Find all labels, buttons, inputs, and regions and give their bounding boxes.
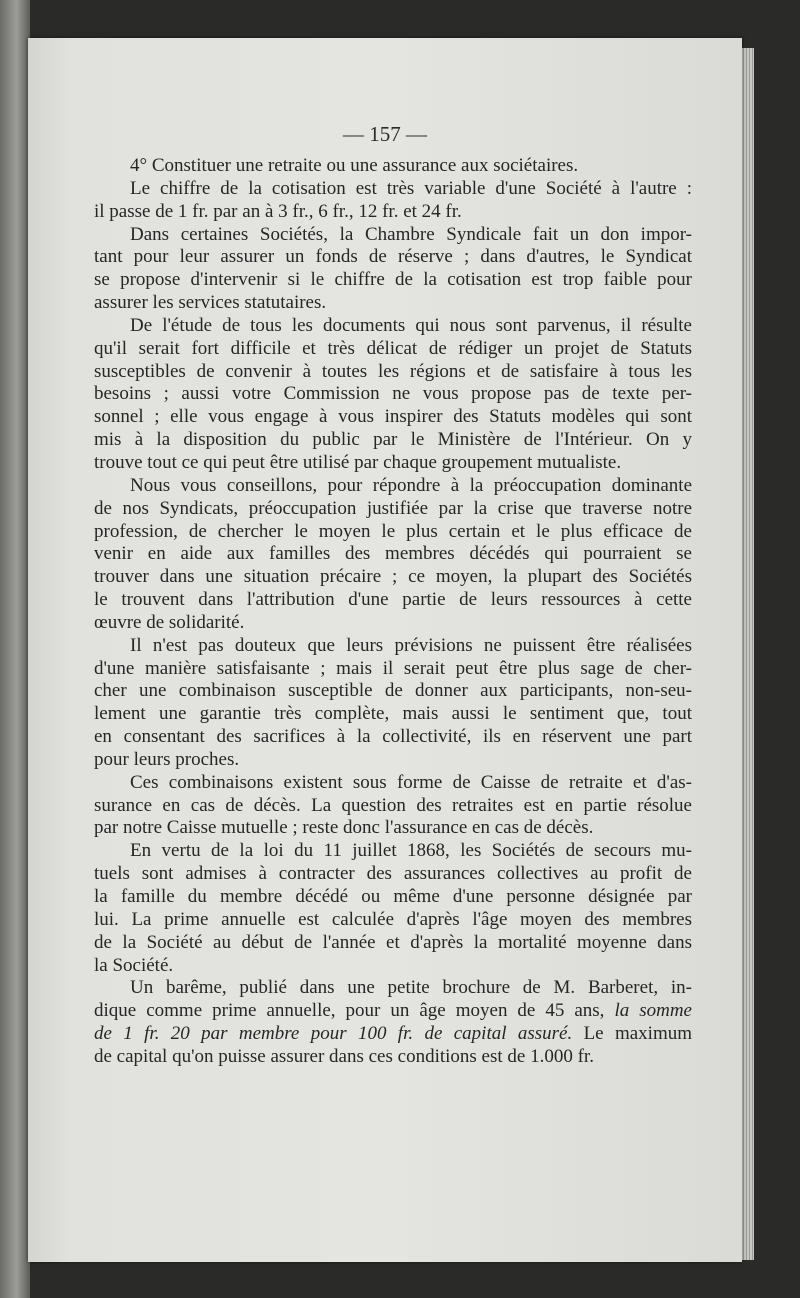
text-line: d'une manière satisfaisante ; mais il serait peut être plus sage de cher- <box>94 657 692 679</box>
text-line: trouve tout ce qui peut être utilisé par chaque groupement mutualiste. <box>94 451 622 473</box>
facing-page-edge <box>0 0 30 1298</box>
italic-text: la somme <box>614 1000 692 1022</box>
text-line: Un barême, publié dans une petite brochure de M. Barberet, in- <box>130 977 692 999</box>
text-line <box>94 1023 692 1046</box>
text-line: 4° Constituer une retraite ou une assurance aux sociétaires. <box>130 155 579 176</box>
text-line: De l'étude de tous les documents qui nous sont parvenus, il résulte <box>130 314 692 336</box>
text-line: il passe de 1 fr. par an à 3 fr., 6 fr., 12 fr. et 24 fr. <box>94 200 462 222</box>
text-line: besoins ; aussi votre Commission ne vous propose pas de texte per- <box>94 383 692 405</box>
text-line: se propose d'intervenir si le chiffre de la cotisation est trop faible pour <box>94 269 692 291</box>
text-line: trouver dans une situation précaire ; ce moyen, la plupart des Sociétés <box>94 566 692 588</box>
text-line: surance en cas de décès. La question des retraites est en partie résolue <box>94 794 692 816</box>
text-line: Dans certaines Sociétés, la Chambre Syndicale fait un don impor- <box>130 223 692 245</box>
text-line: la famille du membre décédé ou même d'une personne désignée par <box>94 886 692 907</box>
line-tail: Le maximum <box>572 1023 692 1045</box>
text-line: pour leurs proches. <box>94 748 240 770</box>
text-line: sonnel ; elle vous engage à vous inspirer des Statuts modèles qui sont <box>94 406 692 428</box>
text-line: le trouvent dans l'attribution d'une partie de leurs ressources à cette <box>94 589 692 611</box>
page-number: — 157 — <box>343 122 427 146</box>
text-line: En vertu de la loi du 11 juillet 1868, les Sociétés de secours mu- <box>130 840 692 862</box>
text-line: Nous vous conseillons, pour répondre à la préoccupation dominante <box>130 474 692 496</box>
line-text: dique comme prime annuelle, pour un âge moyen de 45 ans, <box>94 1000 615 1022</box>
text-line: de nos Syndicats, préoccupation justifiée par la crise que traverse notre <box>94 497 692 519</box>
text-line: de capital qu'on puisse assurer dans ces conditions est de 1.000 fr. <box>94 1045 594 1067</box>
text-line: tuels sont admises à contracter des assurances collectives au profit de <box>94 863 692 885</box>
text-line: lui. La prime annuelle est calculée d'après l'âge moyen des membres <box>94 908 692 930</box>
book-page <box>28 38 742 1262</box>
text-line: Ces combinaisons existent sous forme de Caisse de retraite et d'as- <box>130 771 692 793</box>
text-line: la Société. <box>94 954 174 976</box>
text-line: tant pour leur assurer un fonds de réserve ; dans d'autres, le Syndicat <box>94 246 692 268</box>
text-line: de la Société au début de l'année et d'après la mortalité moyenne dans <box>94 931 692 953</box>
text-line: en consentant des sacrifices à la collectivité, ils en réservent une part <box>94 726 692 748</box>
text-line: qu'il serait fort difficile et très délicat de rédiger un projet de Statuts <box>94 337 692 359</box>
text-line: œuvre de solidarité. <box>94 611 245 633</box>
text-line: Le chiffre de la cotisation est très variable d'une Société à l'autre : <box>130 177 692 199</box>
body-text <box>94 155 692 1069</box>
text-line: cher une combinaison susceptible de donner aux participants, non-seu- <box>94 680 692 702</box>
text-line: venir en aide aux familles des membres décédés qui pourraient se <box>94 543 692 565</box>
text-line <box>94 1000 692 1023</box>
text-line: assurer les services statutaires. <box>94 292 327 314</box>
text-line: profession, de chercher le moyen le plus certain et le plus efficace de <box>94 520 692 542</box>
text-line: par notre Caisse mutuelle ; reste donc l'assurance en cas de décès. <box>94 817 594 839</box>
text-line: Il n'est pas douteux que leurs prévisions ne puissent être réalisées <box>130 634 692 656</box>
text-line: lement une garantie très complète, mais aussi le sentiment que, tout <box>94 703 692 725</box>
text-line: mis à la disposition du public par le Ministère de l'Intérieur. On y <box>94 429 692 451</box>
italic-text: de 1 fr. 20 par membre pour 100 fr. de capital assuré. <box>94 1023 573 1045</box>
text-line: susceptibles de convenir à toutes les régions et de satisfaire à tous les <box>94 360 692 382</box>
